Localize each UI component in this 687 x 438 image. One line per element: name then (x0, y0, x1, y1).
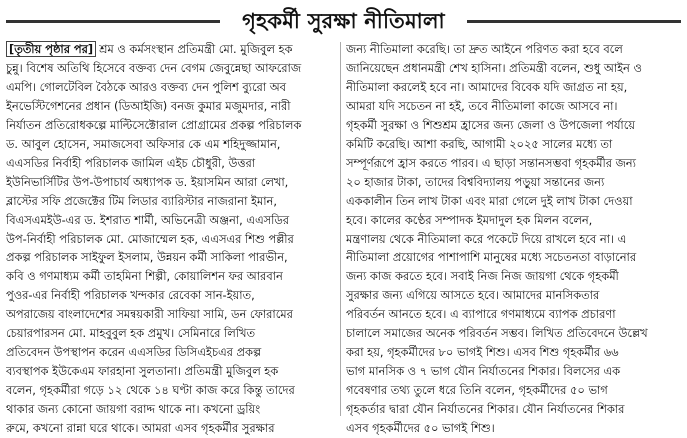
headline-row (0, 4, 687, 38)
left-column (6, 40, 336, 438)
text-line: ইউনিভার্সিটির উপ-উপাচার্য অধ্যাপক ড. ইয়াসমিন আরা লেখা, (6, 174, 289, 189)
text-line: জন্য নীতিমালা করেছি। তা দ্রুত আইনে পরিণত করা হবে বলে (346, 42, 623, 56)
right-column (346, 40, 681, 438)
text-line: করা হয়, গৃহকর্মীদের ৮০ ভাগই শিশু। এসব শিশু গৃহকর্মীর ৬৬ (346, 345, 619, 360)
text-line: গৃহকর্মী সুরক্ষা ও শিশুশ্রম হ্রাসের জন্য জেলা ও উপজেলা পর্যায়ে (346, 117, 636, 132)
text-line: জন্য কাজ করতে হবে। সবাই নিজ নিজ জায়গা থেকে গৃহকর্মী (346, 269, 619, 284)
text-line: এএসডির নির্বাহী পরিচালক জামিল এইচ চৌধুরী, উত্তরা (6, 155, 256, 170)
text-line: উপ-নির্বাহী পরিচালক মো. মোজাম্মেল হক, এএসএর শিশু পল্লীর (6, 231, 294, 246)
text-line: ভাগ মানসিক ও ৭ ভাগ যৌন নির্যাতনের শিকার। বিলসের এক (346, 364, 621, 379)
text-line: ২০ হাজার টাকা, তাদের বিশ্ববিদ্যালয় পড়ুয়া সন্তানের জন্য (346, 174, 605, 189)
text-line: প্রকল্প পরিচালক সাইফুল ইসলাম, উন্নয়ন কর্মী সাকিলা পারভীন, (6, 250, 288, 265)
text-line: চেয়ারপারসন মো. মাহবুবুল হক প্রমুখ। সেমিনারে লিখিত (6, 326, 256, 341)
text-line: ব্লাস্টের সফি প্রজেক্টের টিম লিডার ব্যারিস্টার নাজরানা ইমান, (6, 193, 277, 208)
text-line: এককালীন তিন লাখ টাকা এবং মারা গেলে দুই লাখ টাকা দেওয়া (346, 193, 633, 208)
text-line: গবেষণার তথ্য তুলে ধরে তিনি বলেন, গৃহকর্মীদের ৫০ ভাগ (346, 383, 608, 398)
text-line: এমপি। গোলটেবিল বৈঠকে আরও বক্তব্য দেন পুলিশ ব্যুরো অব (6, 79, 286, 94)
text-line: অপরাজেয় বাংলাদেশের সমন্বয়কারী সাফিয়া সামি, ডন ফোরামের (6, 307, 293, 322)
text-line-content: শ্রম ও কর্মসংস্থান প্রতিমন্ত্রী মো. মুজিবুল হক (99, 42, 293, 56)
text-line: সুরক্ষার জন্য এগিয়ে আসতে হবে। আমাদের মানসিকতার (346, 288, 600, 303)
text-line: প্রতিবেদন উপস্থাপন করেন এএসডির ডিসিএইচএর প্রকল্প (6, 345, 262, 360)
text-line: বিএসএমইউ-এর ড. ইশরাত শার্মী, অভিনেত্রী অঞ্জনা, এএসডির (6, 212, 290, 227)
text-line: রুমে, কখনো রান্না ঘরে থাকে। আমরা এসব গৃহকর্মীর সুরক্ষার (6, 421, 275, 436)
text-line: ড. আবুল হোসেন, সমাজসেবা অফিসার কে এম শহিদুজ্জামান, (6, 136, 281, 151)
text-line: মন্ত্রণালয় থেকে নীতিমালা করে পকেটে দিয়ে রাখলে হবে না। এ (346, 231, 627, 246)
text-line: জানিয়েছেন প্রধানমন্ত্রী শেখ হাসিনা। প্রতিমন্ত্রী বলেন, শুধু আইন ও (346, 60, 642, 75)
text-line: হবে। কালের কণ্ঠের সম্পাদক ইমদাদুল হক মিলন বলেন, (346, 212, 593, 227)
continuation-tag: [তৃতীয় পৃষ্ঠার পর] (6, 41, 96, 57)
text-line: পরিবর্তন আনতে হবে। এ ব্যাপারে গণমাধ্যমে ব্যাপক প্রচারণা (346, 307, 616, 322)
text-line: কবি ও গণমাধ্যম কর্মী তাহমিনা শিল্পী, কোয়ালিশন ফর আরবান (6, 269, 283, 284)
column-divider (340, 42, 341, 416)
text-line: আমরা যদি সচেতন না হই, তবে নীতিমালা কাজে আসবে না। (346, 98, 618, 113)
text-line: বলেন, গৃহকর্মীরা গড়ে ১২ থেকে ১৪ ঘণ্টা কাজ করে কিন্তু তাদের (6, 383, 295, 398)
text-line: চুন্নু। বিশেষ অতিথি হিসেবে বক্তব্য দেন বেগম জেবুন্নেছা আফরোজ (6, 60, 302, 75)
text-line: চালালে সমাজের অনেক পরিবর্তন সম্ভব। লিখিত প্রতিবেদনে উল্লেখ (346, 326, 648, 341)
text-line: পুওর-এর নির্বাহী পরিচালক খন্দকার রেবেকা সান-ইয়াত, (6, 288, 255, 303)
text-line: গৃহকর্তার দ্বারা যৌন নির্যাতনের শিকার। যৌন নির্যাতনের শিকার (346, 402, 625, 417)
text-line (6, 40, 336, 59)
text-line: এসব গৃহকর্মীদের ৫০ ভাগই শিশু। (346, 421, 495, 436)
text-line: নির্যাতন প্রতিরোধকল্পে মাল্টিসেক্টোরাল প্রোগ্রামের প্রকল্প পরিচালক (6, 117, 302, 132)
text-line: নীতিমালা প্রয়োগের পাশাপাশি মানুষের মধ্যে সচেতনতা বাড়ানোর (346, 250, 637, 265)
text-line: নীতিমালা করলেই হবে না। আমাদের বিবেক যদি জাগ্রত না হয়, (346, 79, 628, 94)
headline: গৃহকর্মী সুরক্ষা নীতিমালা (242, 9, 445, 33)
text-line: কমিটি করেছি। আশা করছি, আগামী ২০২৫ সালের মধ্যে তা (346, 136, 613, 151)
headline-rule-right (467, 20, 681, 23)
text-line: সম্পূর্ণরূপে হ্রাস করতে পারব। এ ছাড়া সন্তানসম্ভবা গৃহকর্মীর জন্য (346, 155, 636, 170)
text-line: থাকার জন্য কোনো জায়গা বরাদ্দ থাকে না। কখনো ড্রয়িং (6, 402, 261, 417)
headline-rule-left (6, 20, 220, 23)
text-line: ইনভেস্টিগেশনের প্রধান (ডিআইজি) বনজ কুমার মজুমদার, নারী (6, 98, 291, 113)
article-body (0, 40, 687, 436)
text-line: ব্যবস্থাপক ইউকেএম ফারহানা সুলতানা। প্রতিমন্ত্রী মুজিবুল হক (6, 364, 279, 379)
